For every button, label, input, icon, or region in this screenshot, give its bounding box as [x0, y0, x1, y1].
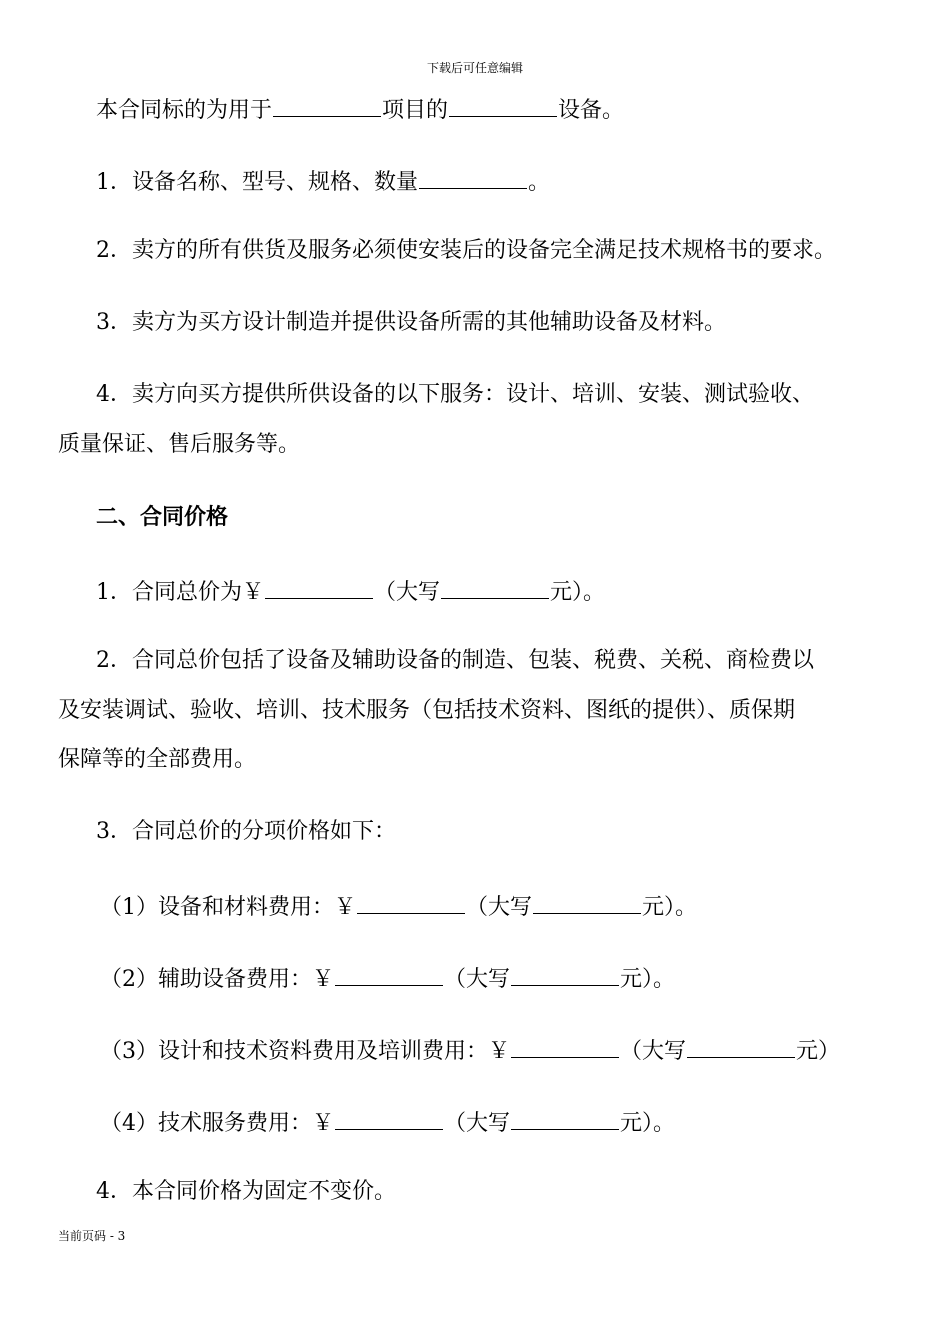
price-includes-line-3: 保障等的全部费用。 [58, 747, 257, 772]
price-total-blank [265, 574, 373, 599]
intro-text-2: 项目的 [382, 98, 449, 123]
price-sub-4-end: 元）。 [620, 1111, 676, 1136]
price-sub-3-end: 元） [796, 1039, 841, 1064]
item-1-text: 1．设备名称、型号、规格、数量 [96, 170, 418, 195]
price-sub-3-blank [511, 1033, 619, 1058]
price-sub-4-capital: （大写 [444, 1111, 511, 1136]
price-breakdown-intro: 3．合同总价的分项价格如下： [96, 819, 396, 844]
price-total [96, 574, 605, 608]
item-4-line-1: 4．卖方向买方提供所供设备的以下服务：设计、培训、安装、测试验收、 [96, 382, 814, 407]
item-2: 2．卖方的所有供货及服务必须使安装后的设备完全满足技术规格书的要求。 [96, 238, 836, 263]
equipment-blank [449, 92, 557, 117]
price-sub-1 [100, 889, 697, 923]
price-sub-4-blank [335, 1105, 443, 1130]
price-sub-1-capital-blank [533, 889, 641, 914]
price-total-text: 1．合同总价为￥ [96, 580, 264, 605]
project-blank [273, 92, 381, 117]
price-sub-2-end: 元）。 [620, 967, 676, 992]
price-sub-1-text: （1）设备和材料费用：￥ [100, 895, 356, 920]
price-sub-3-capital: （大写 [620, 1039, 687, 1064]
page-header: 下载后可任意编辑 [426, 61, 523, 75]
price-sub-2-capital: （大写 [444, 967, 511, 992]
section-2-heading: 二、合同价格 [96, 504, 229, 530]
price-sub-2 [100, 961, 675, 995]
price-total-capital-blank [441, 574, 549, 599]
price-sub-2-capital-blank [511, 961, 619, 986]
intro-text-1: 本合同标的为用于 [96, 98, 273, 123]
item-4-line-2: 质量保证、售后服务等。 [58, 432, 301, 457]
price-sub-4 [100, 1105, 675, 1139]
price-sub-1-blank [357, 889, 465, 914]
item-3: 3．卖方为买方设计制造并提供设备所需的其他辅助设备及材料。 [96, 310, 726, 335]
price-sub-4-text: （4）技术服务费用：￥ [100, 1111, 334, 1136]
price-sub-3-text: （3）设计和技术资料费用及培训费用：￥ [100, 1039, 510, 1064]
price-sub-3-capital-blank [687, 1033, 795, 1058]
price-sub-2-text: （2）辅助设备费用：￥ [100, 967, 334, 992]
price-sub-4-capital-blank [511, 1105, 619, 1130]
quantity-blank [419, 164, 527, 189]
price-total-end: 元）。 [550, 580, 606, 605]
intro-text-3: 设备。 [558, 98, 625, 123]
price-sub-3 [100, 1033, 840, 1067]
price-sub-1-end: 元）。 [642, 895, 698, 920]
page-number: 当前页码 - 3 [58, 1229, 126, 1243]
price-total-capital: （大写 [374, 580, 441, 605]
price-sub-2-blank [335, 961, 443, 986]
item-1 [96, 164, 550, 198]
item-1-end: 。 [528, 170, 551, 195]
price-includes-line-1: 2．合同总价包括了设备及辅助设备的制造、包装、税费、关税、商检费以 [96, 648, 814, 673]
intro-paragraph [96, 92, 624, 126]
price-sub-1-capital: （大写 [466, 895, 533, 920]
price-includes-line-2: 及安装调试、验收、培训、技术服务（包括技术资料、图纸的提供）、质保期 [58, 698, 796, 723]
price-fixed: 4．本合同价格为固定不变价。 [96, 1179, 396, 1204]
